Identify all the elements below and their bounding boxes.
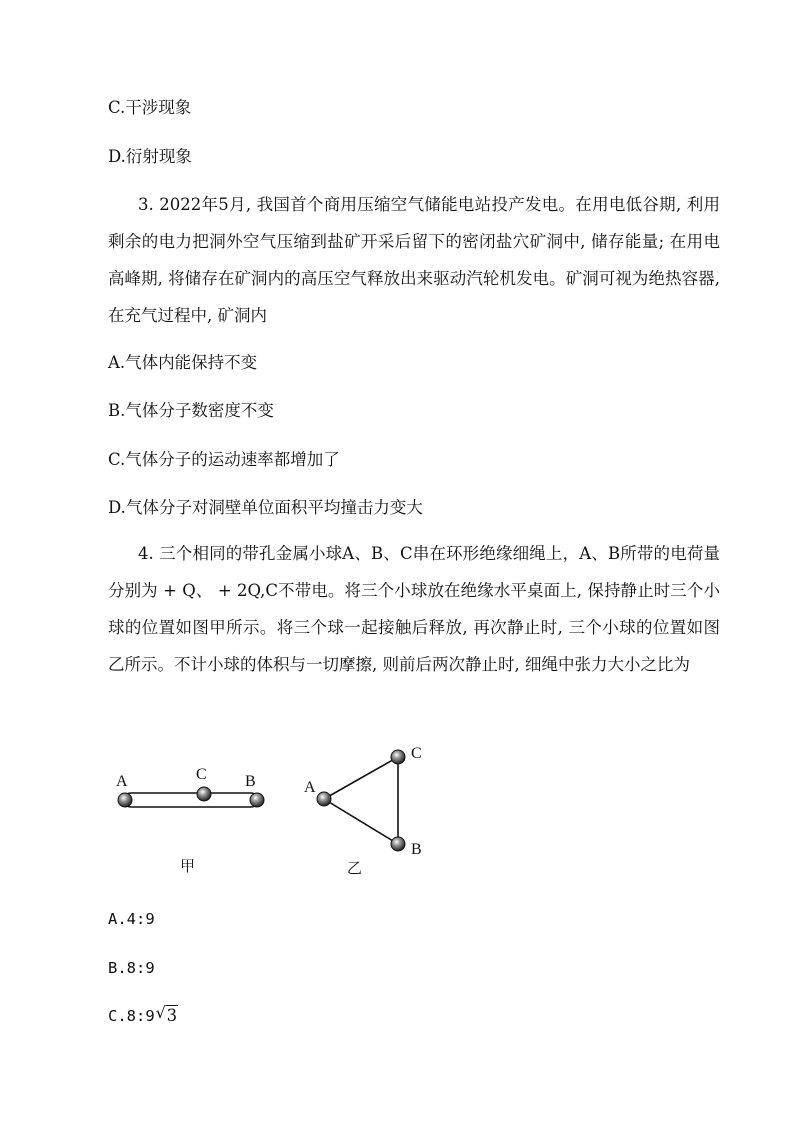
q4-stem: 4. 三个相同的带孔金属小球A、B、C串在环形绝缘细绳上，A、B所带的电荷量分别为 + Q、 + 2Q,C不带电。将三个小球放在绝缘水平桌面上, 保持静止时三个小球的位置如图甲所示。将三个球一起接触后释放, 再次静止时, 三个小球的位置如图乙所示。不计小球的体积与一切摩擦, 则前后两次静止时, 细绳中张力大小之比为 (108, 544, 720, 674)
ball-b-yi (391, 837, 405, 851)
string-ac-yi (324, 757, 398, 799)
ball-c-yi (391, 750, 405, 764)
q2-option-d: D.衍射现象 (108, 147, 192, 166)
ball-b-jia (250, 793, 264, 807)
q3-option-d: D.气体分子对洞壁单位面积平均撞击力变大 (108, 498, 423, 517)
q4-option-a: A.4:9 (108, 910, 155, 928)
q3-option-c: C.气体分子的运动速率都增加了 (108, 450, 340, 469)
label-a-jia: A (116, 773, 128, 790)
ball-a-jia (118, 793, 132, 807)
q4-option-b: B.8:9 (108, 959, 155, 977)
ball-c-jia (197, 787, 211, 801)
q3-option-b: B.气体分子数密度不变 (108, 401, 274, 420)
figure-yi (304, 745, 422, 877)
ball-a-yi (317, 792, 331, 806)
label-b-jia: B (245, 773, 256, 790)
label-a-yi: A (304, 779, 316, 796)
label-b-yi: B (411, 841, 422, 858)
string-loop-jia (124, 793, 258, 807)
q2-option-c: C.干涉现象 (108, 98, 192, 117)
caption-yi: 乙 (347, 859, 363, 877)
sqrt-expression: √ 3 (155, 1003, 178, 1025)
q3-option-a: A.气体内能保持不变 (108, 353, 258, 372)
string-ab-yi (324, 799, 398, 844)
q4-option-c: C.8:9 √ 3 (108, 1004, 178, 1028)
caption-jia: 甲 (180, 857, 196, 875)
figure-jia (116, 766, 264, 875)
label-c-yi: C (411, 745, 422, 762)
label-c-jia: C (196, 766, 207, 783)
q3-stem: 3. 2022年5月, 我国首个商用压缩空气储能电站投产发电。在用电低谷期, 利用剩余的电力把洞外空气压缩到盐矿开采后留下的密闭盐穴矿洞中, 储存能量; 在用电高峰期, 将储存在矿洞内的高压空气释放出来驱动汽轮机发电。矿洞可视为绝热容器, 在充气过程中, 矿洞内 (108, 195, 720, 325)
